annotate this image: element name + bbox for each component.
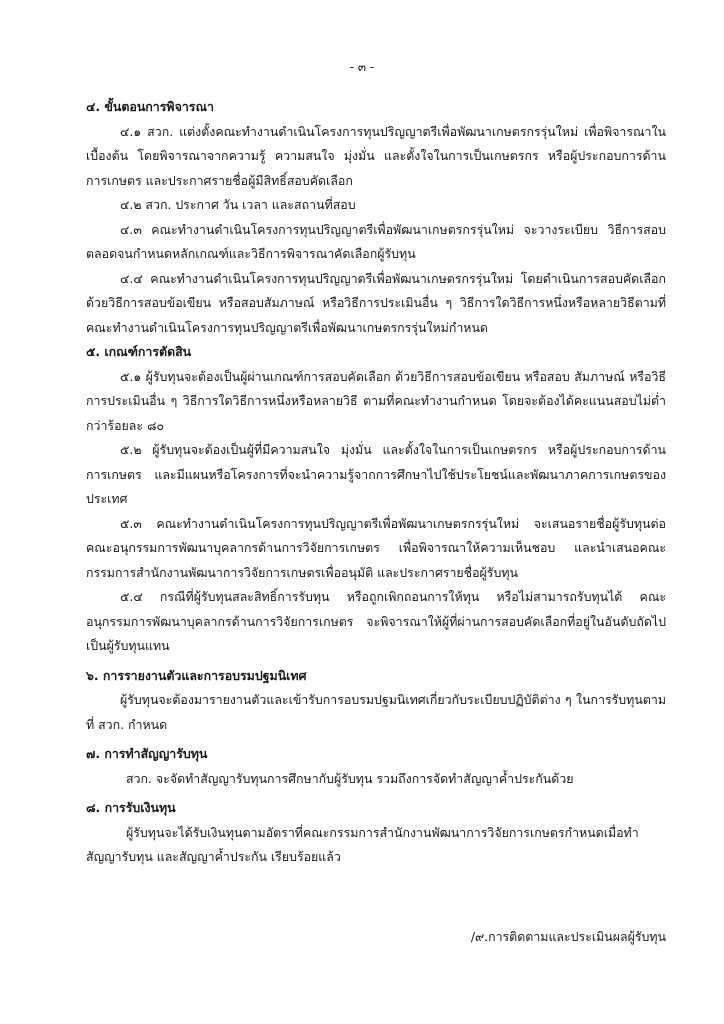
paragraph: ๕.๑ ผู้รับทุนจะต้องเป็นผู้ผ่านเกณฑ์การสอบคัดเลือก ด้วยวิธีการสอบข้อเขียน หรือสอบ สัมภาษณ์ หรือวิธีการประเมินอื่น ๆ วิธีการใดวิธีการหนึ่งหรือหลายวิธี ตามที่คณะทำงานกำหนด โดยจะต้องได้คะแนนสอบไม่ต่ำกว่าร้อยละ ๘๐ [86,368,666,433]
section-orientation [86,664,666,738]
continuation-note: /๙.การติดตามและประเมินผลผู้รับทุน [470,929,666,944]
section-funding [86,796,666,870]
paragraph: ผู้รับทุนจะต้องมารายงานตัวและเข้ารับการอบรมปฐมนิเทศเกี่ยวกับระเบียบปฏิบัติต่าง ๆ ในการรับทุนตามที่ สวก. กำหนด [86,692,666,732]
paragraph: ๔.๔ คณะทำงานดำเนินโครงการทุนปริญญาตรีเพื่อพัฒนาเกษตรกรรุ่นใหม่ โดยดำเนินการสอบคัดเลือกด้วยวิธีการสอบข้อเขียน หรือสอบสัมภาษณ์ หรือวิธีการประเมินอื่น ๆ วิธีการใดวิธีการหนึ่งหรือหลายวิธีตามที่คณะทำงานดำเนินโครงการทุนปริญญาตรีเพื่อพัฒนาเกษตรกรรุ่นใหม่กำหนด [86,270,666,335]
paragraph: ๕.๔ กรณีที่ผู้รับทุนสละสิทธิ์การรับทุน หรือถูกเพิกถอนการให้ทุน หรือไม่สามารถรับทุนได้ คณะอนุกรรมการพัฒนาบุคลากรด้านการวิจัยการเกษตร จะพิจารณาให้ผู้ที่ผ่านการสอบคัดเลือกที่อยู่ในอันดับถัดไปเป็นผู้รับทุนแทน [86,589,666,653]
paragraph: ผู้รับทุนจะได้รับเงินทุนตามอัตราที่คณะกรรมการสำนักงานพัฒนาการวิจัยการเกษตรกำหนดเมื่อทำสัญญารับทุน และสัญญาค้ำประกัน เรียบร้อยแล้ว [86,824,639,864]
section-heading: ๕. เกณฑ์การตัดสิน [86,344,192,359]
paragraph: ๔.๓ คณะทำงานดำเนินโครงการทุนปริญญาตรีเพื่อพัฒนาเกษตรกรรุ่นใหม่ จะวางระเบียบ วิธีการสอบตลอดจนกำหนดหลักเกณฑ์และวิธีการพิจารณาคัดเลือกผู้รับทุน [86,221,666,261]
document-body [86,95,666,870]
section-procedure [86,95,666,340]
page-number: - ๓ - [349,60,375,74]
section-heading: ๔. ขั้นตอนการพิจารณา [86,99,214,114]
paragraph: ๕.๒ ผู้รับทุนจะต้องเป็นผู้ที่มีความสนใจ มุ่งมั่น และตั้งใจในการเป็นเกษตรกร หรือผู้ประกอบการด้านการเกษตร และมีแผนหรือโครงการที่จะนำความรู้จากการศึกษาไปใช้ประโยชน์และพัฒนาภาคการเกษตรของประเทศ [86,442,666,506]
section-heading: ๘. การรับเงินทุน [86,800,176,815]
paragraph: ๔.๒ สวก. ประกาศ วัน เวลา และสถานที่สอบ [120,197,356,212]
paragraph: สวก. จะจัดทำสัญญารับทุนการศึกษากับผู้รับทุน รวมถึงการจัดทำสัญญาค้ำประกันด้วย [126,770,574,786]
section-criteria [86,340,666,659]
section-heading: ๗. การทำสัญญารับทุน [86,746,208,761]
paragraph: ๕.๓ คณะทำงานดำเนินโครงการทุนปริญญาตรีเพื่อพัฒนาเกษตรกรรุ่นใหม่ จะเสนอรายชื่อผู้รับทุนต่อคณะอนุกรรมการพัฒนาบุคลากรด้านการวิจัยการเกษตร เพื่อพิจารณาให้ความเห็นชอบ และนำเสนอคณะกรรมการสำนักงานพัฒนาการวิจัยการเกษตรเพื่ออนุมัติ และประกาศรายชื่อผู้รับทุน [86,515,666,580]
paragraph: ๔.๑ สวก. แต่งตั้งคณะทำงานดำเนินโครงการทุนปริญญาตรีเพื่อพัฒนาเกษตรกรรุ่นใหม่ เพื่อพิจารณาในเบื้องต้น โดยพิจารณาจากความรู้ ความสนใจ มุ่งมั่น และตั้งใจในการเป็นเกษตรกร หรือผู้ประกอบการด้านการเกษตร และประกาศรายชื่อผู้มีสิทธิ์สอบคัดเลือก [86,123,666,188]
section-contract [86,742,666,791]
section-heading: ๖. การรายงานตัวและการอบรมปฐมนิเทศ [86,667,307,683]
